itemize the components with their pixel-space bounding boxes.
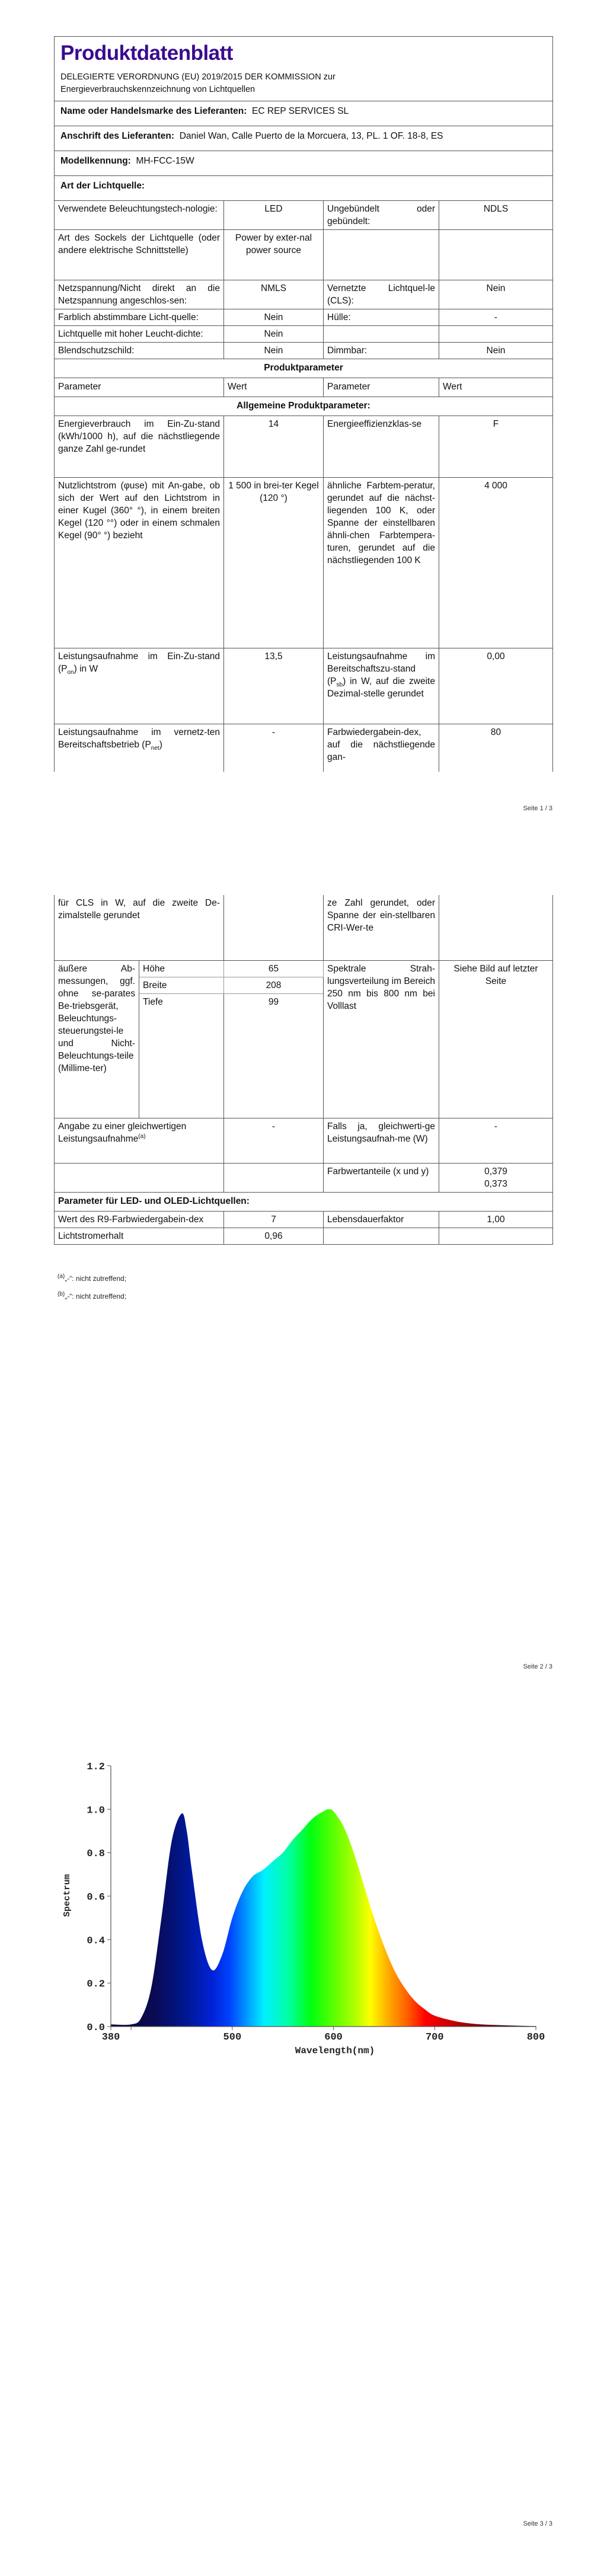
supplier-name-label: Name oder Handelsmarke des Lieferanten: — [60, 106, 247, 116]
row-label2: Dimmbar: — [324, 343, 439, 359]
row-label: Verwendete Beleuchtungstech-nologie: — [55, 201, 224, 230]
equivalent-power-watt-label: Falls ja, gleichwerti-ge Leistungsaufnah-me (W) — [324, 1118, 439, 1163]
svg-text:1.0: 1.0 — [87, 1805, 105, 1817]
label-tail: ) — [159, 740, 162, 750]
page-title: Produktdatenblatt — [60, 41, 233, 65]
supplier-name-value: EC REP SERVICES SL — [252, 106, 349, 116]
row-value2 — [439, 230, 553, 280]
model-row — [55, 151, 553, 176]
spectral-distribution-chart — [0, 1749, 607, 2057]
label-text: Leistungsaufnahme im Ein-Zu-stand (P — [58, 651, 220, 674]
model-value: MH-FCC-15W — [136, 156, 194, 166]
svg-text:0.8: 0.8 — [87, 1848, 105, 1860]
regulation-text: DELEGIERTE VERORDNUNG (EU) 2019/2015 DER KOMMISSION zur Energieverbrauchskennzeichnung von Lichtquellen — [60, 72, 336, 94]
light-source-row — [55, 343, 553, 359]
row-label2 — [324, 230, 439, 280]
spectrum-area — [111, 1809, 536, 2027]
label-text: Leistungsaufnahme im Bereitschaftszu-stand (P — [327, 651, 435, 686]
light-source-row — [55, 280, 553, 309]
row-label: Netzspannung/Nicht direkt an die Netzspannung angeschlos-sen: — [55, 280, 224, 309]
row-label2: Vernetzte Lichtquel-le (CLS): — [324, 280, 439, 309]
svg-text:0.6: 0.6 — [87, 1892, 105, 1903]
dimension-value: 65 — [224, 960, 324, 977]
param-label: Energieverbrauch im Ein-Zu-stand (kWh/1000 h), auf die nächstliegende ganze Zahl ge-rundet — [55, 416, 224, 478]
param-label: Nutzlichtstrom (φuse) mit An-gabe, ob sich der Wert auf den Lichtstrom in einer Kugel (360° °), in einem breiten Kegel (120 °°) oder in einem schmalen Kegel (90° °) bezieht — [55, 478, 224, 648]
row-value2: Nein — [439, 343, 553, 359]
x-axis-label: Wavelength(nm) — [295, 2046, 375, 2056]
param-label: Wert des R9-Farbwiedergabein-dex — [55, 1211, 224, 1228]
parameter-row — [55, 416, 553, 478]
equivalent-power-watt-value: - — [439, 1118, 553, 1163]
row-label: Lichtquelle mit hoher Leucht-dichte: — [55, 326, 224, 343]
light-source-row — [55, 201, 553, 230]
equivalent-power-row — [55, 1118, 553, 1163]
param-value: 14 — [224, 416, 324, 478]
page-number: Seite 2 / 3 — [523, 1663, 552, 1670]
footnote-ref: (a) — [138, 1133, 146, 1140]
parameter-row — [55, 478, 553, 648]
param-label-continued: für CLS in W, auf die zweite De-zimalstelle gerundet — [55, 895, 224, 960]
page-number: Seite 1 / 3 — [523, 805, 552, 812]
dimension-name: Tiefe — [139, 993, 224, 1118]
footnote-a — [57, 1274, 126, 1283]
light-source-row — [55, 326, 553, 343]
svg-text:0.4: 0.4 — [87, 1935, 105, 1947]
led-parameter-row — [55, 1228, 553, 1244]
parameter-row-continued — [55, 895, 553, 960]
param-value2: 0,00 — [439, 648, 553, 724]
col-header-value: Wert — [224, 378, 324, 397]
supplier-name-row — [55, 101, 553, 126]
footnote-mark: (b) — [57, 1291, 65, 1297]
label-tail: ) in W, auf die zweite Dezimal-stelle gerundet — [327, 676, 435, 699]
page-number: Seite 3 / 3 — [523, 2520, 552, 2527]
led-parameter-row — [55, 1211, 553, 1228]
param-label2: Lebensdauerfaktor — [324, 1211, 439, 1228]
param-label2-continued: ze Zahl gerundet, oder Spanne der ein-stellbaren CRI-Wer-te — [324, 895, 439, 960]
model-label: Modellkennung: — [60, 156, 131, 166]
spectral-distribution-value: Siehe Bild auf letzter Seite — [439, 960, 553, 1118]
dimensions-row — [55, 960, 553, 977]
param-value2 — [439, 1228, 553, 1244]
row-value2: NDLS — [439, 201, 553, 230]
dimension-value: 208 — [224, 977, 324, 993]
x-axis-ticks — [102, 2027, 545, 2043]
dimension-name: Breite — [139, 977, 224, 993]
column-header-row — [55, 378, 553, 397]
svg-text:0.0: 0.0 — [87, 2022, 105, 2034]
param-value2: 4 000 — [439, 478, 553, 648]
general-parameters-heading: Allgemeine Produktparameter: — [55, 397, 553, 416]
label-text: Angabe zu einer gleichwertigen Leistungsaufnahme — [58, 1121, 187, 1144]
param-value2: F — [439, 416, 553, 478]
row-value: LED — [224, 201, 324, 230]
row-value: Nein — [224, 343, 324, 359]
label-text: Leistungsaufnahme im vernetz-ten Bereitschaftsbetrieb (P — [58, 727, 220, 750]
row-label: Farblich abstimmbare Licht-quelle: — [55, 309, 224, 326]
param-value: 7 — [224, 1211, 324, 1228]
label-subscript: net — [151, 745, 159, 752]
y-axis-label: Spectrum — [62, 1874, 72, 1917]
chromaticity-x: 0,379 — [484, 1166, 507, 1177]
param-value2: 1,00 — [439, 1211, 553, 1228]
svg-text:500: 500 — [223, 2032, 242, 2043]
label-subscript: sb — [336, 682, 343, 689]
chromaticity-y: 0,373 — [484, 1178, 507, 1189]
footnote-mark: (a) — [57, 1273, 65, 1280]
row-value: NMLS — [224, 280, 324, 309]
footnote-text: „-“: nicht zutreffend; — [65, 1292, 127, 1300]
row-value: Nein — [224, 326, 324, 343]
param-label: Lichtstromerhalt — [55, 1228, 224, 1244]
light-source-row — [55, 309, 553, 326]
parameter-row — [55, 724, 553, 772]
light-source-row — [55, 230, 553, 280]
product-parameters-heading: Produktparameter — [55, 359, 553, 378]
row-label2: Ungebündelt oder gebündelt: — [324, 201, 439, 230]
svg-text:700: 700 — [425, 2032, 444, 2043]
col-header-parameter: Parameter — [55, 378, 224, 397]
dimension-name: Höhe — [139, 960, 224, 977]
col-header-value: Wert — [439, 378, 553, 397]
svg-text:800: 800 — [526, 2032, 545, 2043]
col-header-parameter: Parameter — [324, 378, 439, 397]
light-source-type-heading: Art der Lichtquelle: — [55, 176, 553, 201]
chromaticity-label: Farbwertanteile (x und y) — [324, 1163, 439, 1192]
row-value2 — [439, 326, 553, 343]
supplier-address-value: Daniel Wan, Calle Puerto de la Morcuera, 13, PL. 1 OF. 18-8, ES — [179, 131, 443, 141]
param-label2: Farbwiedergabein-dex, auf die nächstliegende gan- — [324, 724, 439, 772]
param-value: 0,96 — [224, 1228, 324, 1244]
supplier-address-row — [55, 126, 553, 151]
product-datasheet-table-page1 — [54, 36, 553, 772]
row-value: Nein — [224, 309, 324, 326]
row-value2: Nein — [439, 280, 553, 309]
y-axis-ticks — [87, 1762, 111, 2034]
param-value: 13,5 — [224, 648, 324, 724]
product-datasheet-table-page2 — [54, 895, 553, 1245]
label-tail: ) in W — [74, 664, 98, 674]
param-label — [55, 724, 224, 772]
label-subscript: on — [67, 669, 74, 676]
svg-text:600: 600 — [324, 2032, 343, 2043]
supplier-address-label: Anschrift des Lieferanten: — [60, 131, 175, 141]
equivalent-power-label — [55, 1118, 224, 1163]
param-value: - — [224, 724, 324, 772]
footnote-text: „-“: nicht zutreffend; — [65, 1274, 127, 1283]
param-value: 1 500 in brei-ter Kegel (120 °) — [224, 478, 324, 648]
row-value: Power by exter-nal power source — [224, 230, 324, 280]
dimension-value: 99 — [224, 993, 324, 1118]
svg-text:1.2: 1.2 — [87, 1762, 105, 1773]
param-label2: Energieeffizienzklas-se — [324, 416, 439, 478]
header-cell — [55, 37, 553, 101]
chromaticity-row — [55, 1163, 553, 1192]
footnote-b — [57, 1292, 126, 1300]
parameter-row — [55, 648, 553, 724]
row-label: Blendschutzschild: — [55, 343, 224, 359]
row-label2: Hülle: — [324, 309, 439, 326]
equivalent-power-value: - — [224, 1118, 324, 1163]
param-value2: 80 — [439, 724, 553, 772]
param-label2 — [324, 648, 439, 724]
param-label2 — [324, 1228, 439, 1244]
dimensions-label: äußere Ab-messungen, ggf. ohne se-parates Be-triebsgerät, Beleuchtungs-steuerungstei-le und Nicht-Beleuchtungs-teile (Millime-ter) — [55, 960, 139, 1118]
row-value2: - — [439, 309, 553, 326]
chromaticity-values — [439, 1163, 553, 1192]
svg-text:380: 380 — [101, 2032, 120, 2043]
svg-text:0.2: 0.2 — [87, 1979, 105, 1990]
row-label2 — [324, 326, 439, 343]
param-label — [55, 648, 224, 724]
param-label2: ähnliche Farbtem-peratur, gerundet auf die nächst-liegenden 100 K, oder Spanne der einstellbaren ähnli-chen Farbtempera-turen, gerundet auf die nächstliegenden 100 K — [324, 478, 439, 648]
spectral-distribution-label: Spektrale Strah-lungsverteilung im Bereich 250 nm bis 800 nm bei Volllast — [324, 960, 439, 1118]
led-parameters-heading: Parameter für LED- und OLED-Lichtquellen: — [55, 1192, 553, 1211]
row-label: Art des Sockels der Lichtquelle (oder andere elektrische Schnittstelle) — [55, 230, 224, 280]
